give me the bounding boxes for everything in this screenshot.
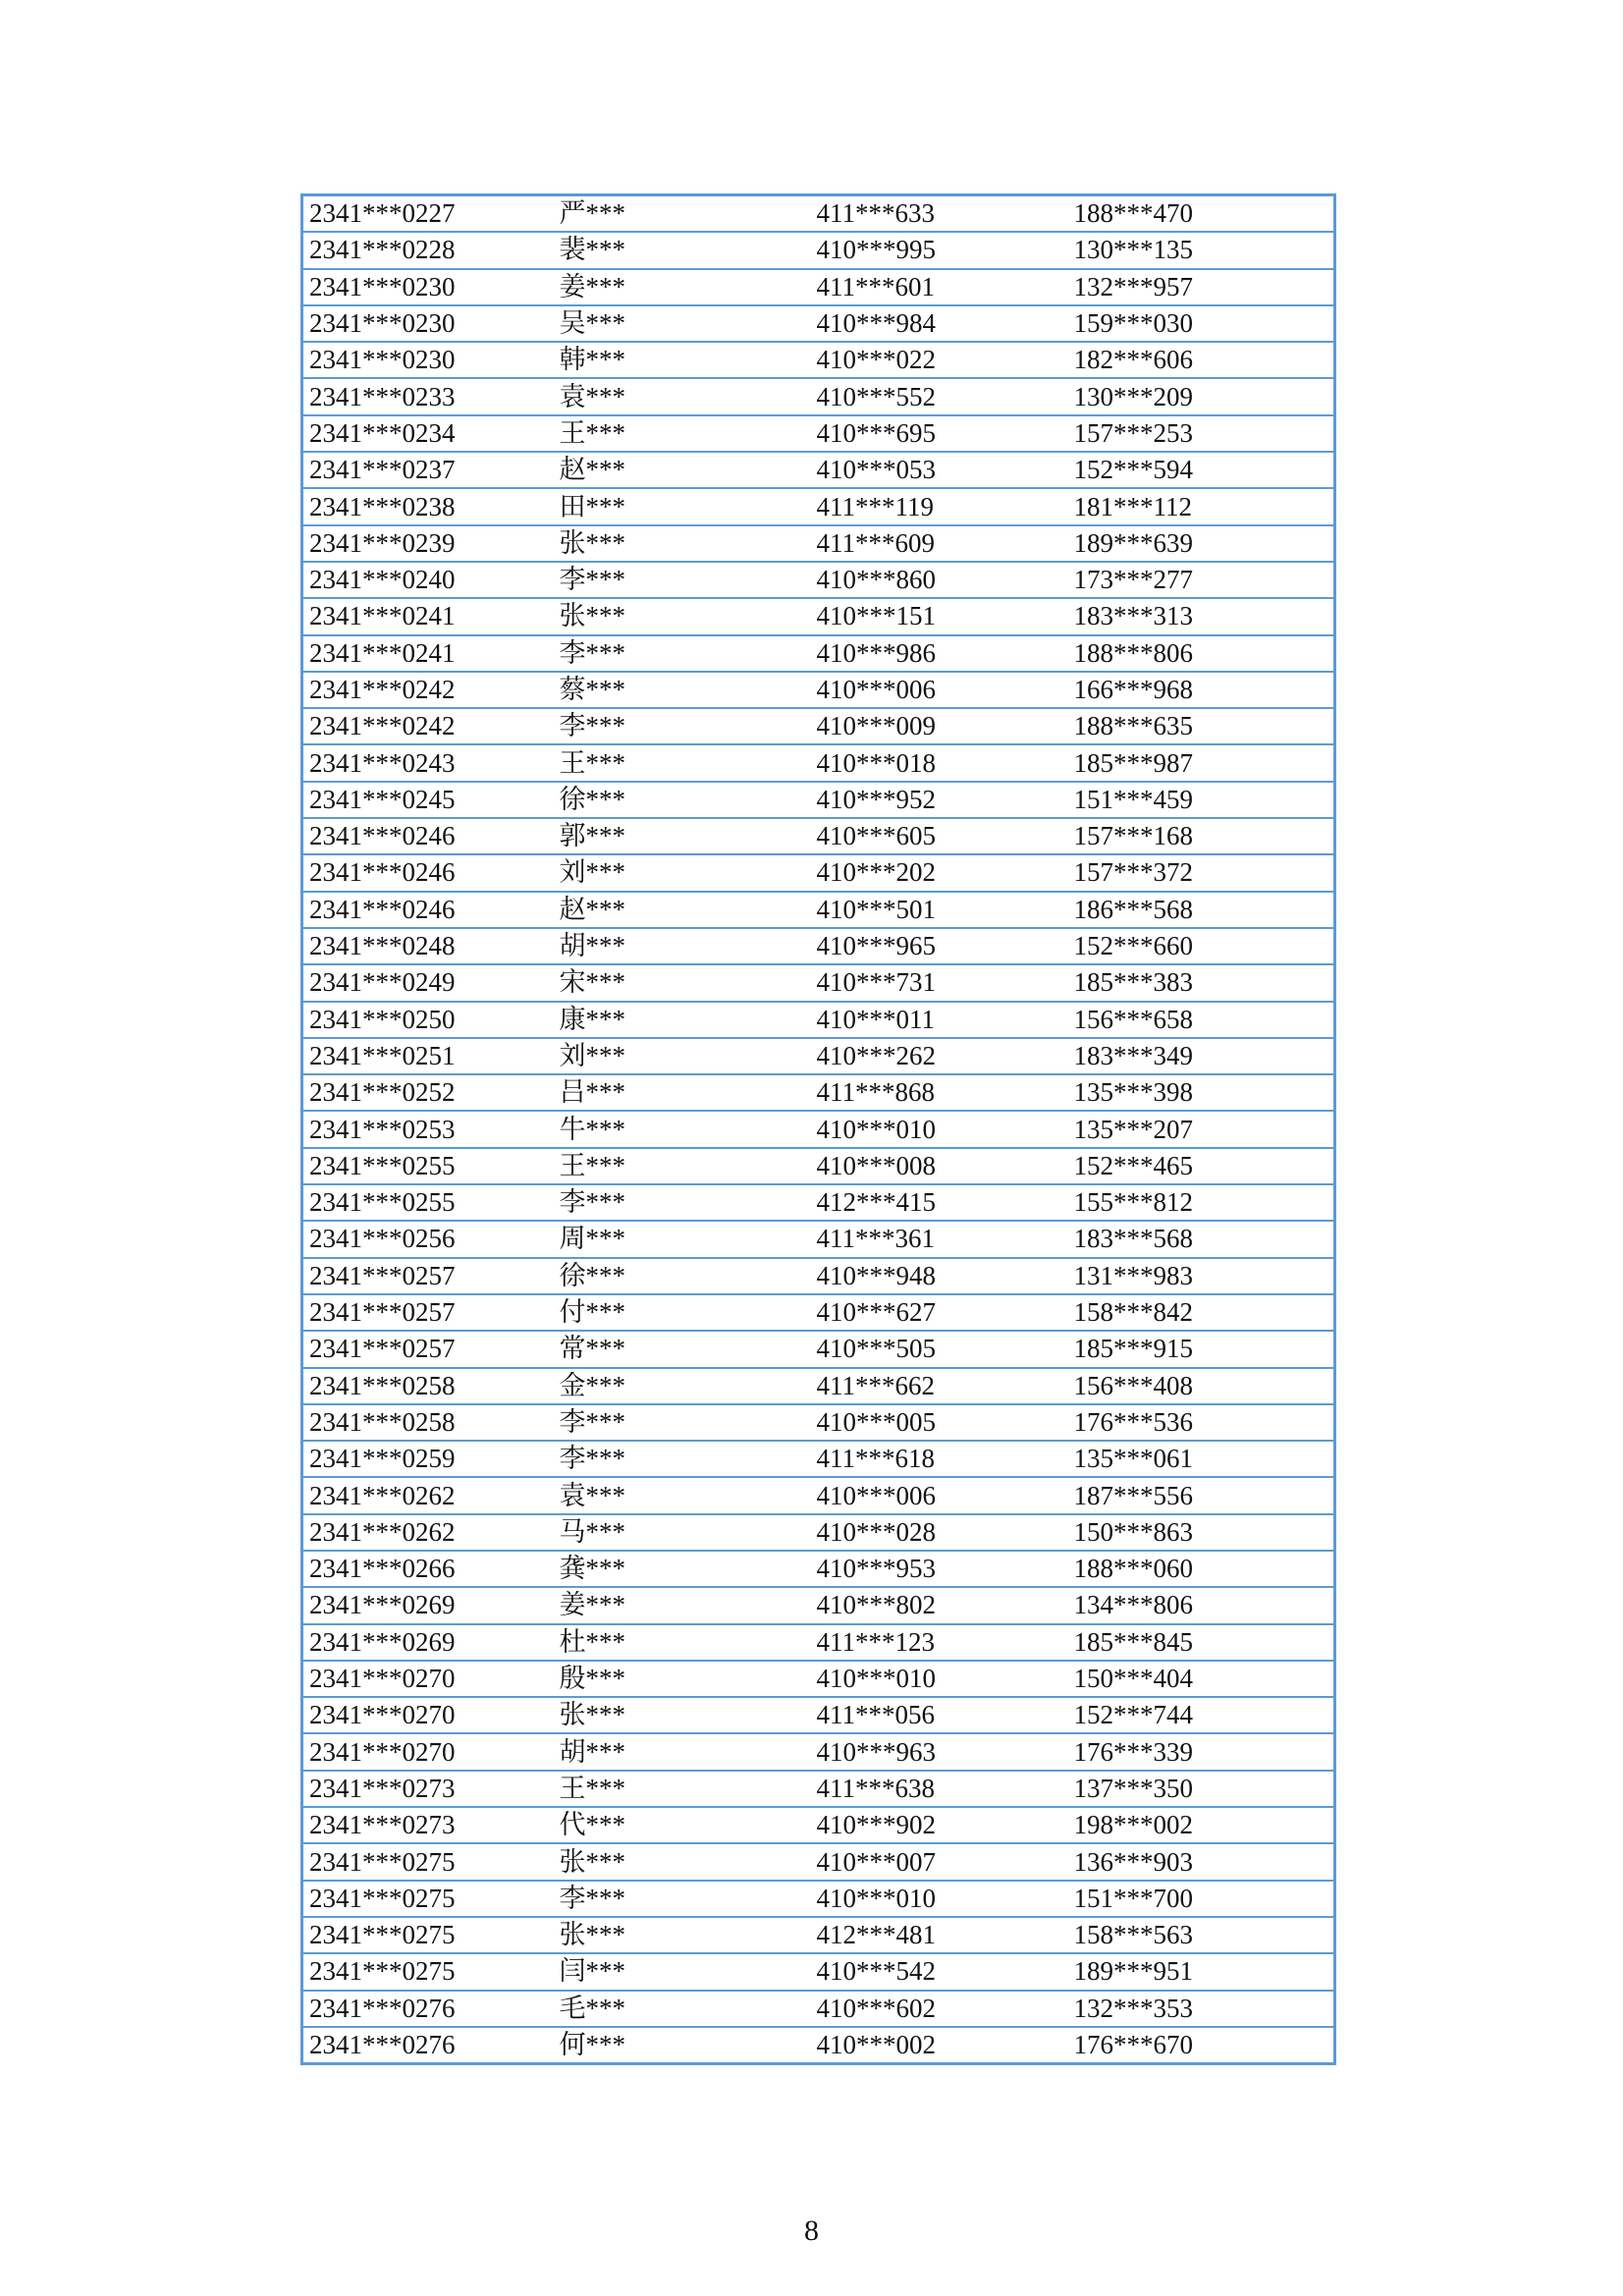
table-row bbox=[302, 269, 1335, 305]
table-row bbox=[302, 635, 1335, 672]
cell-name: 李*** bbox=[554, 562, 811, 598]
cell-id-card: 410***007 bbox=[811, 1843, 1068, 1880]
cell-id-number: 2341***0275 bbox=[302, 1881, 554, 1917]
cell-phone: 152***660 bbox=[1068, 928, 1335, 964]
cell-id-number: 2341***0258 bbox=[302, 1368, 554, 1404]
cell-name: 何*** bbox=[554, 2027, 811, 2064]
cell-id-number: 2341***0258 bbox=[302, 1404, 554, 1441]
cell-id-card: 410***010 bbox=[811, 1111, 1068, 1147]
table-row bbox=[302, 1624, 1335, 1661]
cell-id-number: 2341***0270 bbox=[302, 1697, 554, 1733]
cell-id-card: 412***481 bbox=[811, 1917, 1068, 1953]
cell-id-number: 2341***0257 bbox=[302, 1294, 554, 1331]
cell-phone: 182***606 bbox=[1068, 342, 1335, 378]
cell-phone: 185***987 bbox=[1068, 744, 1335, 781]
cell-id-number: 2341***0248 bbox=[302, 928, 554, 964]
cell-id-number: 2341***0270 bbox=[302, 1733, 554, 1770]
cell-name: 殷*** bbox=[554, 1661, 811, 1697]
cell-phone: 176***339 bbox=[1068, 1733, 1335, 1770]
cell-name: 王*** bbox=[554, 744, 811, 781]
cell-name: 周*** bbox=[554, 1221, 811, 1257]
cell-name: 杜*** bbox=[554, 1624, 811, 1661]
cell-id-card: 410***006 bbox=[811, 1477, 1068, 1513]
cell-phone: 183***568 bbox=[1068, 1221, 1335, 1257]
table-row bbox=[302, 342, 1335, 378]
cell-id-number: 2341***0269 bbox=[302, 1624, 554, 1661]
cell-phone: 189***639 bbox=[1068, 525, 1335, 562]
cell-id-card: 410***695 bbox=[811, 415, 1068, 452]
cell-id-number: 2341***0273 bbox=[302, 1771, 554, 1807]
cell-id-card: 410***505 bbox=[811, 1331, 1068, 1367]
page-number: 8 bbox=[804, 2214, 819, 2247]
cell-id-number: 2341***0257 bbox=[302, 1331, 554, 1367]
cell-id-card: 411***056 bbox=[811, 1697, 1068, 1733]
cell-phone: 183***349 bbox=[1068, 1038, 1335, 1074]
cell-id-number: 2341***0257 bbox=[302, 1258, 554, 1294]
cell-name: 赵*** bbox=[554, 892, 811, 928]
cell-name: 王*** bbox=[554, 1771, 811, 1807]
cell-name: 胡*** bbox=[554, 1733, 811, 1770]
cell-phone: 187***556 bbox=[1068, 1477, 1335, 1513]
cell-id-card: 411***601 bbox=[811, 269, 1068, 305]
cell-id-number: 2341***0227 bbox=[302, 195, 554, 233]
table-row bbox=[302, 1953, 1335, 1990]
cell-id-number: 2341***0252 bbox=[302, 1074, 554, 1111]
cell-id-card: 410***011 bbox=[811, 1002, 1068, 1038]
cell-phone: 130***209 bbox=[1068, 378, 1335, 414]
cell-phone: 131***983 bbox=[1068, 1258, 1335, 1294]
table-row bbox=[302, 1514, 1335, 1551]
cell-name: 付*** bbox=[554, 1294, 811, 1331]
cell-phone: 158***842 bbox=[1068, 1294, 1335, 1331]
cell-phone: 157***372 bbox=[1068, 854, 1335, 891]
cell-id-card: 412***415 bbox=[811, 1184, 1068, 1221]
cell-id-number: 2341***0230 bbox=[302, 342, 554, 378]
cell-name: 毛*** bbox=[554, 1991, 811, 2027]
record-table-body bbox=[302, 195, 1335, 2064]
cell-phone: 135***207 bbox=[1068, 1111, 1335, 1147]
table-row bbox=[302, 488, 1335, 524]
cell-id-card: 410***902 bbox=[811, 1807, 1068, 1843]
cell-id-number: 2341***0242 bbox=[302, 672, 554, 708]
table-row bbox=[302, 598, 1335, 634]
cell-phone: 152***744 bbox=[1068, 1697, 1335, 1733]
cell-name: 蔡*** bbox=[554, 672, 811, 708]
cell-id-card: 410***995 bbox=[811, 232, 1068, 268]
table-row bbox=[302, 1587, 1335, 1623]
cell-name: 裴*** bbox=[554, 232, 811, 268]
cell-id-number: 2341***0234 bbox=[302, 415, 554, 452]
cell-id-card: 411***618 bbox=[811, 1441, 1068, 1477]
cell-id-card: 410***202 bbox=[811, 854, 1068, 891]
cell-id-card: 410***010 bbox=[811, 1661, 1068, 1697]
cell-id-card: 411***609 bbox=[811, 525, 1068, 562]
cell-id-card: 410***953 bbox=[811, 1551, 1068, 1587]
cell-name: 代*** bbox=[554, 1807, 811, 1843]
table-row bbox=[302, 1404, 1335, 1441]
table-row bbox=[302, 782, 1335, 818]
cell-phone: 185***383 bbox=[1068, 964, 1335, 1001]
cell-id-card: 410***552 bbox=[811, 378, 1068, 414]
cell-id-number: 2341***0241 bbox=[302, 635, 554, 672]
cell-phone: 157***168 bbox=[1068, 818, 1335, 854]
table-row bbox=[302, 525, 1335, 562]
cell-id-card: 410***627 bbox=[811, 1294, 1068, 1331]
cell-name: 刘*** bbox=[554, 854, 811, 891]
cell-id-card: 410***005 bbox=[811, 1404, 1068, 1441]
cell-phone: 135***061 bbox=[1068, 1441, 1335, 1477]
cell-id-card: 410***501 bbox=[811, 892, 1068, 928]
cell-name: 王*** bbox=[554, 1148, 811, 1184]
table-row bbox=[302, 1661, 1335, 1697]
cell-phone: 158***563 bbox=[1068, 1917, 1335, 1953]
cell-phone: 155***812 bbox=[1068, 1184, 1335, 1221]
cell-id-card: 411***868 bbox=[811, 1074, 1068, 1111]
cell-name: 吕*** bbox=[554, 1074, 811, 1111]
table-row bbox=[302, 305, 1335, 342]
cell-phone: 189***951 bbox=[1068, 1953, 1335, 1990]
table-row bbox=[302, 1368, 1335, 1404]
cell-phone: 176***536 bbox=[1068, 1404, 1335, 1441]
table-row bbox=[302, 1441, 1335, 1477]
table-row bbox=[302, 1074, 1335, 1111]
cell-id-card: 410***542 bbox=[811, 1953, 1068, 1990]
table-row bbox=[302, 1733, 1335, 1770]
cell-phone: 150***863 bbox=[1068, 1514, 1335, 1551]
cell-phone: 135***398 bbox=[1068, 1074, 1335, 1111]
cell-id-number: 2341***0270 bbox=[302, 1661, 554, 1697]
table-row bbox=[302, 2027, 1335, 2064]
cell-phone: 151***459 bbox=[1068, 782, 1335, 818]
table-row bbox=[302, 1917, 1335, 1953]
cell-id-card: 411***123 bbox=[811, 1624, 1068, 1661]
cell-id-card: 410***002 bbox=[811, 2027, 1068, 2064]
cell-name: 胡*** bbox=[554, 928, 811, 964]
cell-name: 李*** bbox=[554, 635, 811, 672]
table-row bbox=[302, 892, 1335, 928]
cell-id-number: 2341***0228 bbox=[302, 232, 554, 268]
table-row bbox=[302, 562, 1335, 598]
cell-name: 闫*** bbox=[554, 1953, 811, 1990]
cell-id-number: 2341***0275 bbox=[302, 1953, 554, 1990]
cell-id-number: 2341***0255 bbox=[302, 1184, 554, 1221]
table-row bbox=[302, 1258, 1335, 1294]
cell-name: 韩*** bbox=[554, 342, 811, 378]
cell-name: 张*** bbox=[554, 1697, 811, 1733]
cell-name: 李*** bbox=[554, 1404, 811, 1441]
cell-id-number: 2341***0237 bbox=[302, 452, 554, 488]
cell-name: 田*** bbox=[554, 488, 811, 524]
cell-phone: 157***253 bbox=[1068, 415, 1335, 452]
table-row bbox=[302, 744, 1335, 781]
table-row bbox=[302, 1111, 1335, 1147]
cell-id-number: 2341***0253 bbox=[302, 1111, 554, 1147]
table-row bbox=[302, 1881, 1335, 1917]
cell-id-number: 2341***0276 bbox=[302, 2027, 554, 2064]
cell-phone: 151***700 bbox=[1068, 1881, 1335, 1917]
cell-phone: 188***806 bbox=[1068, 635, 1335, 672]
cell-name: 金*** bbox=[554, 1368, 811, 1404]
cell-name: 李*** bbox=[554, 1184, 811, 1221]
cell-phone: 132***957 bbox=[1068, 269, 1335, 305]
cell-phone: 136***903 bbox=[1068, 1843, 1335, 1880]
cell-phone: 152***594 bbox=[1068, 452, 1335, 488]
cell-id-number: 2341***0241 bbox=[302, 598, 554, 634]
table-row bbox=[302, 1038, 1335, 1074]
cell-phone: 132***353 bbox=[1068, 1991, 1335, 2027]
cell-id-card: 411***638 bbox=[811, 1771, 1068, 1807]
cell-name: 赵*** bbox=[554, 452, 811, 488]
cell-name: 龚*** bbox=[554, 1551, 811, 1587]
table-row bbox=[302, 1697, 1335, 1733]
cell-phone: 185***915 bbox=[1068, 1331, 1335, 1367]
cell-id-number: 2341***0246 bbox=[302, 892, 554, 928]
cell-name: 严*** bbox=[554, 195, 811, 233]
cell-phone: 188***635 bbox=[1068, 708, 1335, 744]
cell-id-number: 2341***0269 bbox=[302, 1587, 554, 1623]
cell-id-number: 2341***0275 bbox=[302, 1917, 554, 1953]
cell-phone: 173***277 bbox=[1068, 562, 1335, 598]
cell-id-number: 2341***0249 bbox=[302, 964, 554, 1001]
cell-id-card: 410***963 bbox=[811, 1733, 1068, 1770]
cell-name: 马*** bbox=[554, 1514, 811, 1551]
cell-name: 李*** bbox=[554, 1441, 811, 1477]
cell-name: 康*** bbox=[554, 1002, 811, 1038]
cell-id-number: 2341***0255 bbox=[302, 1148, 554, 1184]
cell-phone: 185***845 bbox=[1068, 1624, 1335, 1661]
cell-id-card: 410***731 bbox=[811, 964, 1068, 1001]
cell-name: 吴*** bbox=[554, 305, 811, 342]
cell-name: 郭*** bbox=[554, 818, 811, 854]
cell-phone: 130***135 bbox=[1068, 232, 1335, 268]
cell-id-number: 2341***0266 bbox=[302, 1551, 554, 1587]
cell-phone: 188***060 bbox=[1068, 1551, 1335, 1587]
table-row bbox=[302, 708, 1335, 744]
cell-name: 徐*** bbox=[554, 1258, 811, 1294]
cell-id-card: 410***986 bbox=[811, 635, 1068, 672]
cell-id-card: 410***018 bbox=[811, 744, 1068, 781]
cell-id-card: 410***802 bbox=[811, 1587, 1068, 1623]
cell-id-number: 2341***0256 bbox=[302, 1221, 554, 1257]
table-row bbox=[302, 195, 1335, 233]
cell-id-card: 410***006 bbox=[811, 672, 1068, 708]
cell-name: 张*** bbox=[554, 598, 811, 634]
cell-phone: 198***002 bbox=[1068, 1807, 1335, 1843]
cell-id-card: 410***022 bbox=[811, 342, 1068, 378]
cell-name: 李*** bbox=[554, 1881, 811, 1917]
cell-id-number: 2341***0275 bbox=[302, 1843, 554, 1880]
cell-name: 常*** bbox=[554, 1331, 811, 1367]
cell-id-number: 2341***0242 bbox=[302, 708, 554, 744]
cell-id-number: 2341***0230 bbox=[302, 269, 554, 305]
cell-id-number: 2341***0246 bbox=[302, 818, 554, 854]
cell-id-card: 410***948 bbox=[811, 1258, 1068, 1294]
table-row bbox=[302, 1807, 1335, 1843]
table-row bbox=[302, 1148, 1335, 1184]
cell-id-card: 410***262 bbox=[811, 1038, 1068, 1074]
table-row bbox=[302, 452, 1335, 488]
cell-id-number: 2341***0245 bbox=[302, 782, 554, 818]
cell-id-number: 2341***0251 bbox=[302, 1038, 554, 1074]
cell-id-number: 2341***0230 bbox=[302, 305, 554, 342]
table-row bbox=[302, 928, 1335, 964]
cell-name: 李*** bbox=[554, 708, 811, 744]
table-row bbox=[302, 1991, 1335, 2027]
table-row bbox=[302, 964, 1335, 1001]
cell-id-number: 2341***0276 bbox=[302, 1991, 554, 2027]
table-row bbox=[302, 1551, 1335, 1587]
table-row bbox=[302, 1294, 1335, 1331]
cell-id-number: 2341***0259 bbox=[302, 1441, 554, 1477]
cell-id-number: 2341***0243 bbox=[302, 744, 554, 781]
cell-id-card: 410***605 bbox=[811, 818, 1068, 854]
table-row bbox=[302, 854, 1335, 891]
cell-name: 徐*** bbox=[554, 782, 811, 818]
cell-phone: 186***568 bbox=[1068, 892, 1335, 928]
cell-phone: 134***806 bbox=[1068, 1587, 1335, 1623]
table-row bbox=[302, 1771, 1335, 1807]
cell-name: 袁*** bbox=[554, 378, 811, 414]
table-row bbox=[302, 378, 1335, 414]
cell-name: 姜*** bbox=[554, 1587, 811, 1623]
table-row bbox=[302, 818, 1335, 854]
cell-phone: 159***030 bbox=[1068, 305, 1335, 342]
cell-name: 王*** bbox=[554, 415, 811, 452]
cell-name: 姜*** bbox=[554, 269, 811, 305]
cell-id-card: 411***119 bbox=[811, 488, 1068, 524]
cell-id-card: 410***053 bbox=[811, 452, 1068, 488]
cell-phone: 166***968 bbox=[1068, 672, 1335, 708]
cell-id-card: 410***008 bbox=[811, 1148, 1068, 1184]
cell-name: 刘*** bbox=[554, 1038, 811, 1074]
table-row bbox=[302, 1477, 1335, 1513]
cell-id-number: 2341***0250 bbox=[302, 1002, 554, 1038]
table-row bbox=[302, 1184, 1335, 1221]
cell-id-card: 410***028 bbox=[811, 1514, 1068, 1551]
cell-id-card: 410***602 bbox=[811, 1991, 1068, 2027]
cell-phone: 176***670 bbox=[1068, 2027, 1335, 2064]
cell-phone: 183***313 bbox=[1068, 598, 1335, 634]
cell-id-card: 410***151 bbox=[811, 598, 1068, 634]
cell-name: 张*** bbox=[554, 1917, 811, 1953]
cell-id-card: 411***361 bbox=[811, 1221, 1068, 1257]
cell-name: 张*** bbox=[554, 525, 811, 562]
cell-id-card: 410***860 bbox=[811, 562, 1068, 598]
cell-phone: 152***465 bbox=[1068, 1148, 1335, 1184]
cell-id-number: 2341***0273 bbox=[302, 1807, 554, 1843]
cell-id-number: 2341***0239 bbox=[302, 525, 554, 562]
cell-id-number: 2341***0233 bbox=[302, 378, 554, 414]
cell-name: 牛*** bbox=[554, 1111, 811, 1147]
table-row bbox=[302, 415, 1335, 452]
cell-id-number: 2341***0262 bbox=[302, 1514, 554, 1551]
cell-id-card: 411***633 bbox=[811, 195, 1068, 233]
cell-id-number: 2341***0262 bbox=[302, 1477, 554, 1513]
table-row bbox=[302, 672, 1335, 708]
cell-name: 宋*** bbox=[554, 964, 811, 1001]
cell-id-number: 2341***0238 bbox=[302, 488, 554, 524]
cell-phone: 156***408 bbox=[1068, 1368, 1335, 1404]
cell-id-number: 2341***0246 bbox=[302, 854, 554, 891]
table-row bbox=[302, 1002, 1335, 1038]
cell-name: 袁*** bbox=[554, 1477, 811, 1513]
cell-phone: 188***470 bbox=[1068, 195, 1335, 233]
cell-id-card: 410***984 bbox=[811, 305, 1068, 342]
cell-id-card: 410***952 bbox=[811, 782, 1068, 818]
table-row bbox=[302, 1843, 1335, 1880]
cell-phone: 150***404 bbox=[1068, 1661, 1335, 1697]
cell-id-card: 410***010 bbox=[811, 1881, 1068, 1917]
table-row bbox=[302, 1331, 1335, 1367]
cell-phone: 156***658 bbox=[1068, 1002, 1335, 1038]
cell-phone: 137***350 bbox=[1068, 1771, 1335, 1807]
table-row bbox=[302, 1221, 1335, 1257]
record-table bbox=[300, 193, 1336, 2065]
cell-id-number: 2341***0240 bbox=[302, 562, 554, 598]
cell-id-card: 410***009 bbox=[811, 708, 1068, 744]
table-row bbox=[302, 232, 1335, 268]
cell-id-card: 410***965 bbox=[811, 928, 1068, 964]
cell-phone: 181***112 bbox=[1068, 488, 1335, 524]
cell-id-card: 411***662 bbox=[811, 1368, 1068, 1404]
cell-name: 张*** bbox=[554, 1843, 811, 1880]
